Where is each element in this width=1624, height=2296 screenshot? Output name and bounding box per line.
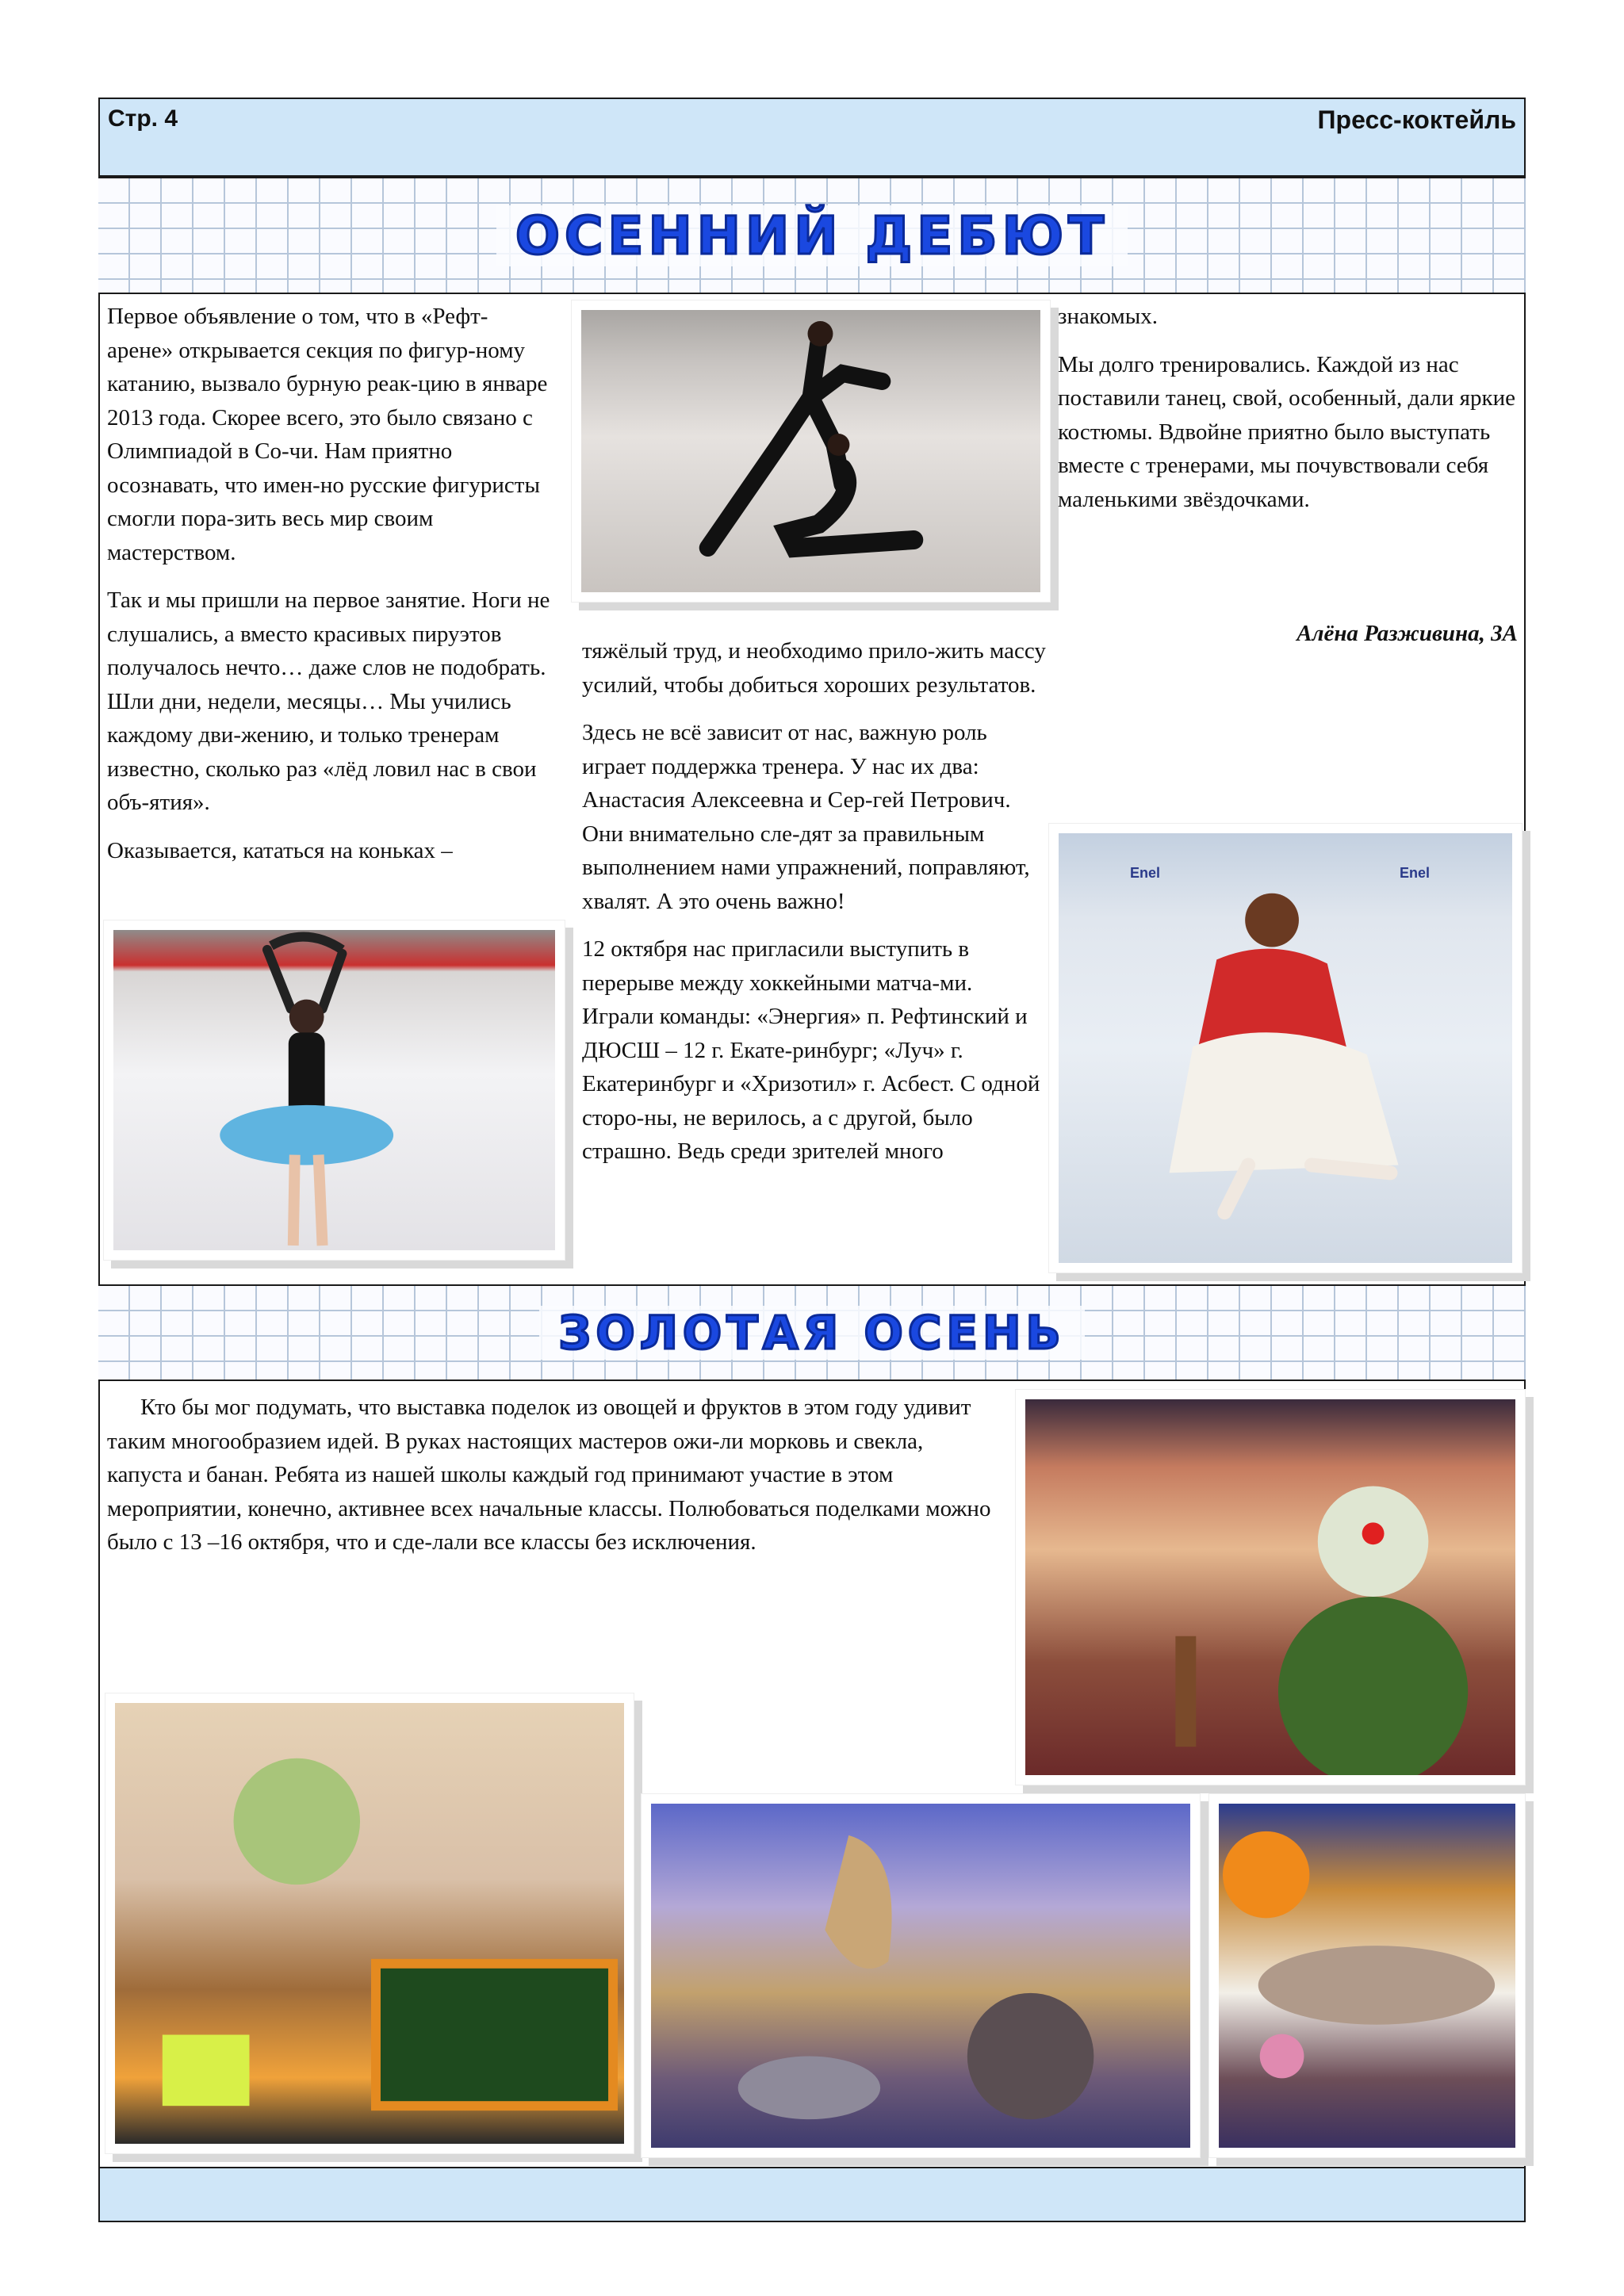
- article1-col1-paragraph: Так и мы пришли на первое занятие. Ноги не слушались, а вместо красивых пируэтов получалось нечто… даже слов не подобрать. Шли дни, недели, месяцы… Мы учились каждому дви-жению, и только тренерам известно, сколько раз «лёд ловил нас в свои объ-ятия».: [107, 587, 550, 815]
- photo-craft-cabbage-doll: [105, 1693, 634, 2154]
- skater-folk-dress-image: [1059, 833, 1512, 1263]
- article2-title-band: [98, 1284, 1526, 1381]
- craft-mushrooms-figure: [1219, 1804, 1515, 2148]
- craft-clown-melon-image: [1025, 1399, 1515, 1775]
- pair-skaters-image: [581, 310, 1040, 592]
- article1-col1-paragraph: Оказывается, кататься на коньках –: [107, 837, 453, 863]
- photo-craft-autumn-leaves: [641, 1793, 1201, 2158]
- article1-title: ОСЕННИЙ ДЕБЮТ: [496, 205, 1128, 266]
- enel-sign-right: Enel: [1400, 865, 1431, 881]
- photo-skater-tutu: [103, 920, 565, 1261]
- article1-col3-paragraph: знакомых.: [1058, 304, 1158, 329]
- photo-craft-mushrooms: [1208, 1793, 1526, 2158]
- photo-craft-clown-melon: [1015, 1389, 1526, 1785]
- article1-column-1: [107, 300, 551, 882]
- page-footer: [98, 2167, 1526, 2222]
- photo-pair-skaters: [571, 300, 1051, 603]
- newspaper-name: Пресс-коктейль: [1317, 105, 1516, 134]
- page-header: [98, 98, 1526, 177]
- craft-autumn-leaves-image: [651, 1804, 1190, 2148]
- article1-col2-paragraph: тяжёлый труд, и необходимо прило-жить массу усилий, чтобы добиться хороших результатов.: [582, 638, 1046, 698]
- article1-column-2: [582, 634, 1046, 1183]
- craft-autumn-leaves-figure: [651, 1804, 1190, 2148]
- article1-title-band: [98, 177, 1526, 294]
- page-number: Стр. 4: [108, 105, 178, 132]
- article1-author: Алёна Разживина, 3А: [1297, 621, 1518, 646]
- pair-skaters-figure: [581, 310, 1040, 592]
- craft-clown-melon-figure: [1025, 1399, 1515, 1775]
- enel-sign-left: Enel: [1130, 865, 1161, 881]
- article1-col1-paragraph: Первое объявление о том, что в «Рефт-арене» открывается секция по фигур-ному катанию, вызвало бурную реак-цию в январе 2013 года. Скорее всего, это было связано с Олимпиадой в Со-чи. Нам приятно осознавать, что имен-но русские фигуристы смогли пора-зить весь мир своим мастерством.: [107, 304, 548, 565]
- photo-skater-folk-dress: [1048, 823, 1522, 1273]
- craft-cabbage-doll-figure: [115, 1703, 624, 2144]
- craft-mushrooms-image: [1219, 1804, 1515, 2148]
- article2-text: Кто бы мог подумать, что выставка поделок из овощей и фруктов в этом году удивит таким многообразием идей. В руках настоящих мастеров ожи-ли морковь и свекла, капуста и банан. Ребята из нашей школы каждый год принимают участие в этом мероприятии, конечно, активнее всех начальные классы. Полюбоваться поделками можно было с 13 –16 октября, что и сде-лали все классы без исключения.: [107, 1395, 991, 1555]
- article1-col2-paragraph: Здесь не всё зависит от нас, важную роль играет поддержка тренера. У нас их два: Анастасия Алексеевна и Сер-гей Петрович. Они внимательно сле-дят за правильным выполнением нами упражнений, поправляют, хвалят. А это очень важно!: [582, 720, 1030, 914]
- article1-column-3: [1058, 300, 1518, 664]
- skater-folk-dress-figure: [1059, 833, 1512, 1263]
- skater-tutu-image: [113, 930, 555, 1250]
- skater-tutu-figure: [113, 930, 555, 1250]
- article1-col2-paragraph: 12 октября нас пригласили выступить в перерыве между хоккейными матча-ми. Играли команды: «Энергия» п. Рефтинский и ДЮСШ – 12 г. Екате-ринбург; «Луч» г. Екатеринбург и «Хризотил» г. Асбест. С одной сторо-ны, не верилось, а с другой, было страшно. Ведь среди зрителей много: [582, 936, 1040, 1164]
- article2-title: ЗОЛОТАЯ ОСЕНЬ: [539, 1306, 1085, 1360]
- article1-col3-paragraph: Мы долго тренировались. Каждой из нас поставили танец, свой, особенный, дали яркие костюмы. Вдвойне приятно было выступать вместе с тренерами, мы почувствовали себя маленькими звёздочками.: [1058, 351, 1515, 512]
- craft-cabbage-doll-image: [115, 1703, 624, 2144]
